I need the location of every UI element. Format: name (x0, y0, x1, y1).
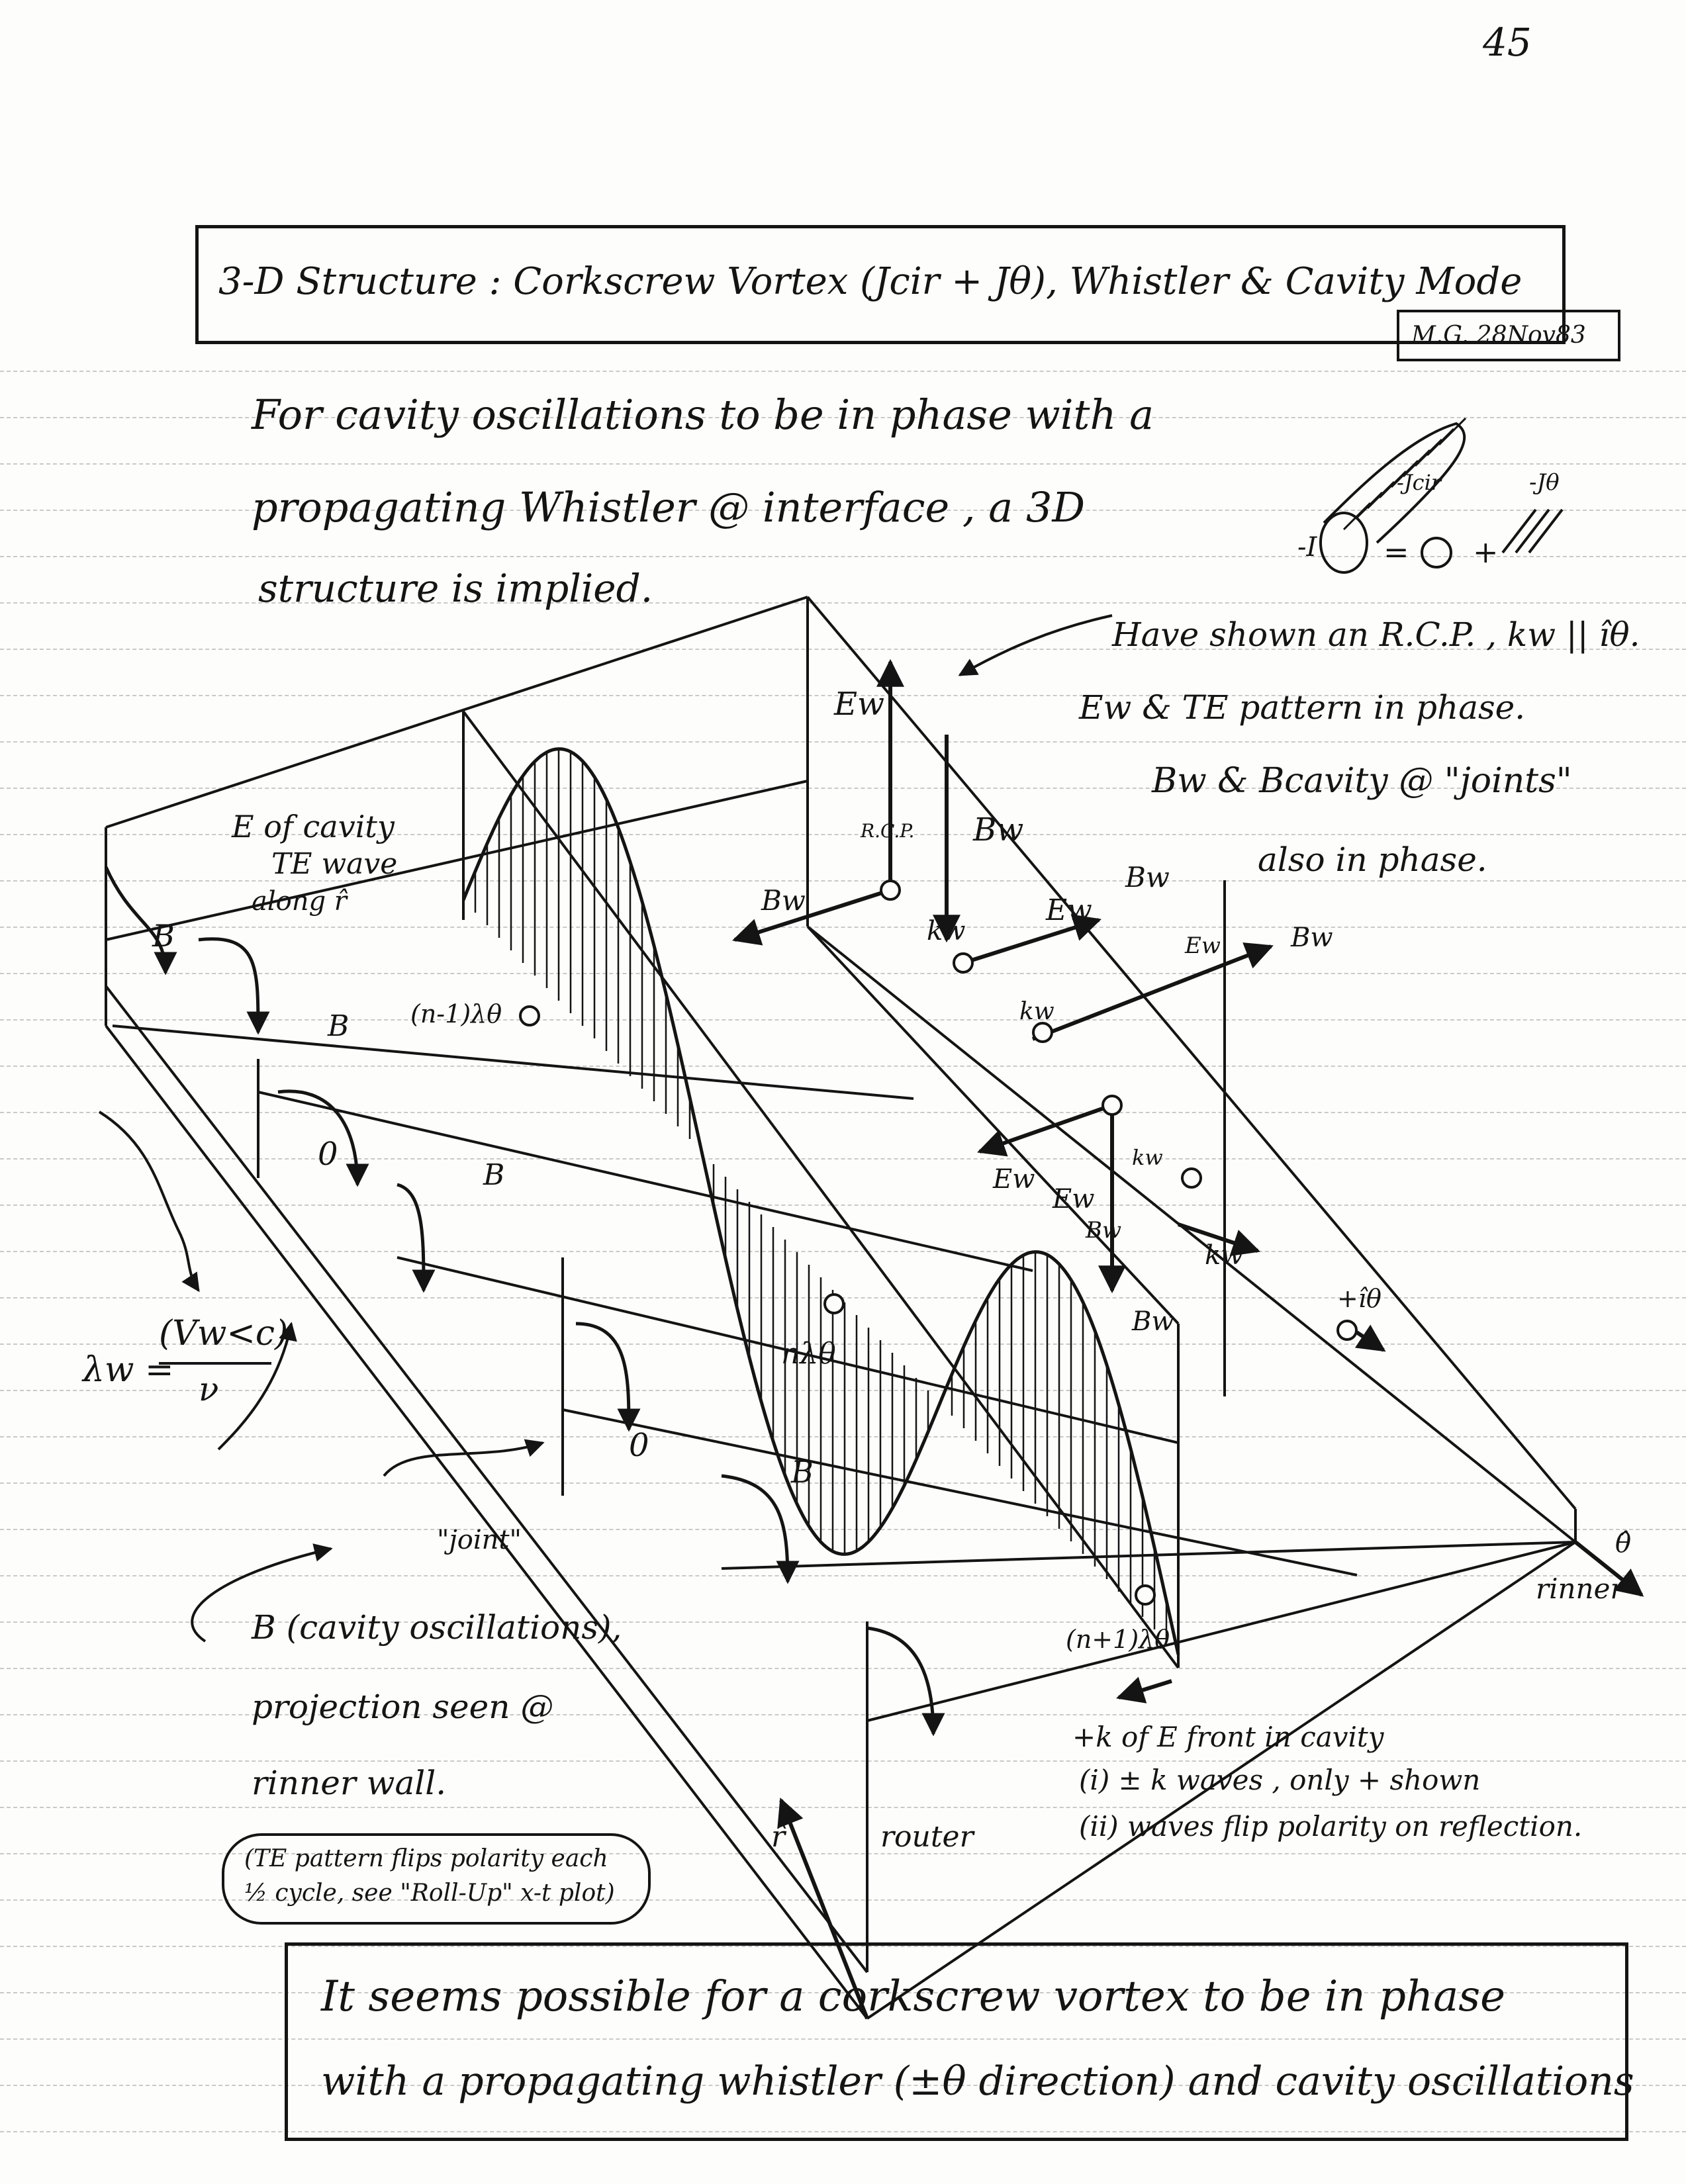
label-theta-hat: θ̂ (1615, 1528, 1632, 1559)
lambda-numerator: (Vw<c) (159, 1314, 289, 1353)
bw-right-vector (1033, 946, 1271, 1039)
k-front-note: +k of E front in cavity (1072, 1721, 1384, 1753)
inset-equals: = (1383, 534, 1409, 570)
label-bw-far: Bw (1291, 923, 1333, 953)
label-n-minus-1: (n-1)λθ (410, 999, 502, 1028)
label-bw-top: Bw (973, 811, 1024, 848)
note-bcavity: Bw & Bcavity @ "joints" (1152, 761, 1572, 801)
label-kw-3: kw (1205, 1240, 1244, 1271)
label-kw-4: kw (1132, 1145, 1163, 1170)
flip-reflection-note: (ii) waves flip polarity on reflection. (1079, 1810, 1583, 1843)
te-flip-note-box (222, 1833, 651, 1925)
label-zero-1: 0 (318, 1136, 338, 1173)
note-te-phase: Ew & TE pattern in phase. (1079, 688, 1526, 727)
label-ew-top: Ew (834, 686, 885, 723)
te-flip-note-1: (TE pattern flips polarity each (244, 1845, 608, 1872)
pointer-arrows (99, 615, 1112, 1641)
inset-minus-jtheta: -Jθ (1529, 469, 1560, 496)
label-along-r: along r̂ (252, 886, 347, 917)
label-ew-low: Ew (993, 1164, 1035, 1195)
label-ew-right: Ew (1046, 893, 1092, 927)
label-r-outer: router (880, 1820, 974, 1854)
conclusion-line-1: It seems possible for a corkscrew vortex to be in phase (321, 1972, 1505, 2021)
label-b-2: B (328, 1009, 350, 1043)
label-r-hat: r̂ (771, 1820, 786, 1854)
label-ew-low-2: Ew (1053, 1184, 1095, 1214)
inset-hatch-line (1439, 418, 1466, 445)
left-note-1: B (cavity oscillations), (252, 1608, 622, 1647)
label-bw-mid: Bw (1125, 861, 1170, 893)
conclusion-box (285, 1942, 1634, 2141)
label-i-theta: +îθ (1337, 1284, 1382, 1313)
inset-minus-jcir: -Jcir (1397, 470, 1442, 495)
inset-minus-i: -I (1297, 532, 1317, 563)
note-rcp: Have shown an R.C.P. , kw || îθ. (1112, 615, 1640, 654)
lambda-denominator: ν (199, 1370, 219, 1408)
conclusion-line-2: with a propagating whistler (±θ direction) and cavity oscillations (321, 2058, 1634, 2105)
label-n-plus-1: (n+1)λθ (1066, 1625, 1170, 1654)
ew-left-vector (980, 1105, 1112, 1152)
te-flip-note-2: ½ cycle, see "Roll-Up" x-t plot) (244, 1880, 615, 1907)
left-note-3: rinner wall. (252, 1764, 447, 1802)
label-n-lambda: nλθ (781, 1337, 836, 1371)
page-title: 3-D Structure : Corkscrew Vortex (Jcir + Jθ), Whistler & Cavity Mode (218, 260, 1522, 303)
left-note-2: projection seen @ (252, 1688, 554, 1726)
label-bw-bottom: Bw (1132, 1306, 1174, 1337)
page-number: 45 (1483, 20, 1532, 65)
k-waves-note: (i) ± k waves , only + shown (1079, 1764, 1481, 1796)
label-zero-2: 0 (629, 1427, 649, 1464)
label-rcp: R.C.P. (861, 820, 915, 842)
inset-plus: + (1473, 534, 1499, 570)
label-bw-left: Bw (761, 884, 806, 917)
label-te-wave: TE wave (271, 847, 398, 881)
lambda-fraction-bar (159, 1362, 271, 1365)
label-kw-2: kw (1019, 998, 1054, 1025)
label-r-inner: rinner (1536, 1572, 1624, 1605)
k-front-arrow (1119, 1681, 1172, 1698)
label-kw-1: kw (927, 916, 966, 946)
lambda-lhs: λw = (83, 1350, 174, 1390)
label-b-3: B (483, 1158, 505, 1192)
label-b-1: B (152, 918, 175, 954)
intro-line-2: propagating Whistler @ interface , a 3D (252, 483, 1086, 531)
label-ew-mid: Ew (1185, 933, 1221, 959)
intro-line-1: For cavity oscillations to be in phase with a (252, 390, 1154, 439)
note-also-phase: also in phase. (1258, 841, 1487, 879)
label-e-cavity: E of cavity (232, 809, 395, 844)
label-bw-low: Bw (1086, 1217, 1122, 1244)
intro-line-3: structure is implied. (258, 566, 653, 611)
corkscrew-inset (1321, 418, 1562, 572)
label-b-4: B (791, 1454, 814, 1490)
label-joint: "joint" (437, 1525, 522, 1555)
author-date: M.G. 28Nov83 (1411, 322, 1586, 349)
